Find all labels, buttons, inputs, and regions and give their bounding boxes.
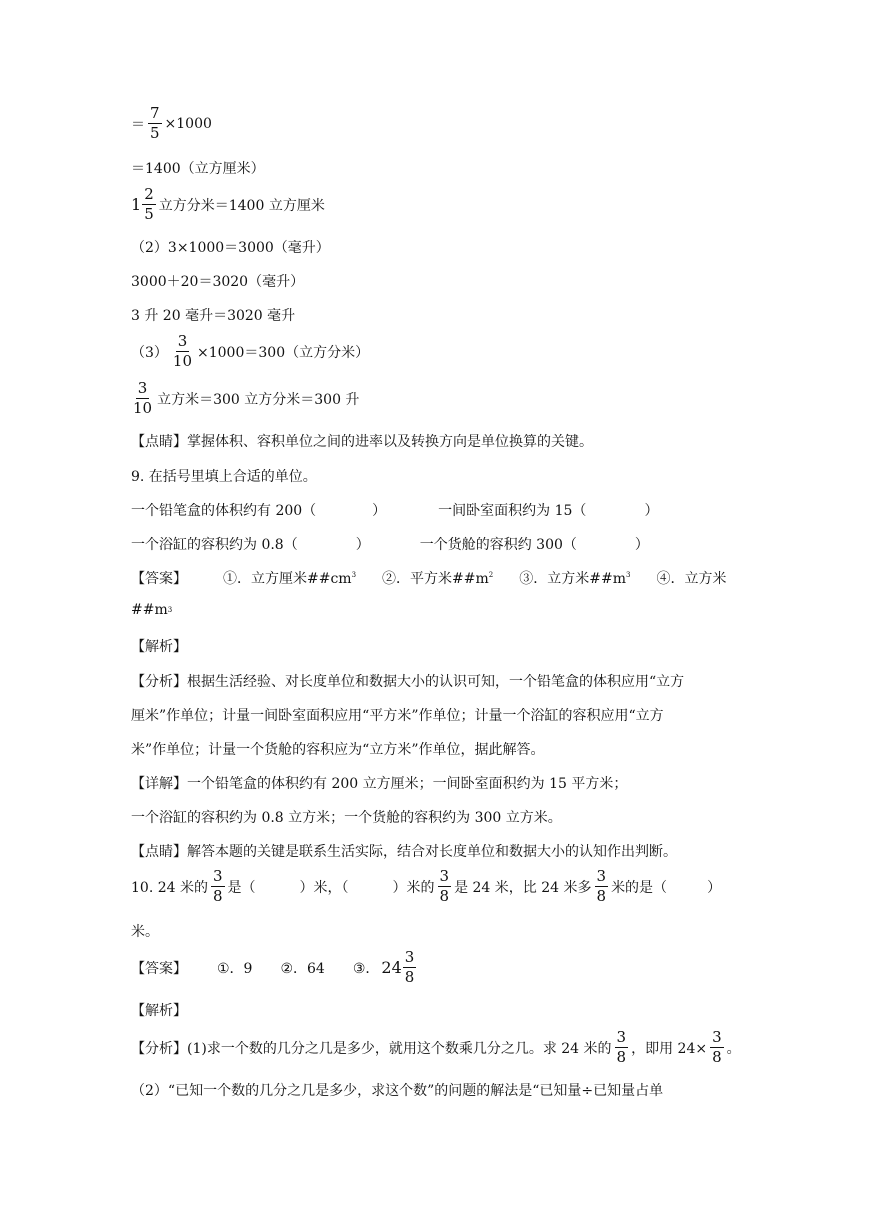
q10-text: ）米，（ xyxy=(299,879,349,896)
expr-line-2: ＝1400（立方厘米） xyxy=(131,161,265,177)
q10-text: ）米的 xyxy=(392,879,435,896)
fraction: $\frac{2}{5}$ xyxy=(144,185,154,223)
expr-line-7 xyxy=(131,334,369,369)
q10-answer xyxy=(131,950,419,985)
q9-item-d: 一个货舱的容积约 300（ xyxy=(419,537,577,553)
answer-2: ②．平方米$\#\#m^2$ xyxy=(382,571,494,587)
paren-close: ） xyxy=(355,537,370,553)
q9-item-b: 一间卧室面积约为 15（ xyxy=(438,503,587,519)
q10-jiexi: 【解析】 xyxy=(131,1003,187,1019)
dianjing-8: 【点睛】掌握体积、容积单位之间的进率以及转换方向是单位换算的关键。 xyxy=(131,434,593,450)
q9-jiexi: 【解析】 xyxy=(131,639,187,655)
q9-answer xyxy=(131,568,726,588)
paren-close: ） xyxy=(644,503,659,519)
expr-line-6: 3 升 20 毫升＝3020 毫升 xyxy=(131,308,296,324)
q9-item-a: 一个铅笔盒的体积约有 200（ xyxy=(131,503,317,519)
fraction: $\frac{3}{10}$ xyxy=(172,332,193,370)
mixed-whole: 1 xyxy=(131,195,142,214)
q9-fenxi-1: 【分析】根据生活经验、对长度单位和数据大小的认识可知，一个铅笔盒的体积应用“立方 xyxy=(131,674,685,690)
expr-text: ×1000 xyxy=(164,115,212,132)
answer-1: ①．立方厘米$\#\#cm^3$ xyxy=(223,571,357,587)
answer-label: 【答案】 xyxy=(131,571,187,587)
paren-close: ） xyxy=(372,503,387,519)
expr-line-4: （2）3×1000＝3000（毫升） xyxy=(131,240,330,256)
expr-line-8 xyxy=(131,381,359,416)
fraction: $\frac{3}{8}$ xyxy=(712,1028,722,1066)
q9-fenxi-2: 厘米”作单位；计量一间卧室面积应用“平方米”作单位；计量一个浴缸的容积应用“立方 xyxy=(131,708,664,724)
expr-text: 立方米＝300 立方分米＝300 升 xyxy=(157,391,360,408)
q10-text: 10. 24 米的 xyxy=(131,879,208,896)
q9-xiangjie-2: 一个浴缸的容积约为 0.8 立方米；一个货舱的容积约为 300 立方米。 xyxy=(131,810,562,826)
q10-title xyxy=(131,869,721,904)
q10-text: ） xyxy=(707,879,722,896)
fraction: $\frac{3}{8}$ xyxy=(596,867,607,905)
answer-label: 【答案】 xyxy=(131,960,187,977)
q9-title: 9. 在括号里填上合适的单位。 xyxy=(131,469,317,485)
paren-close: ） xyxy=(634,537,649,553)
q10-text: 是（ xyxy=(227,879,256,896)
q10-text: 。 xyxy=(726,1040,741,1057)
equals: ＝ xyxy=(131,116,145,133)
q10-text: 【分析】(1)求一个数的几分之几是多少，就用这个数乘几分之几。求 24 米的 xyxy=(131,1040,612,1057)
expr-line-3 xyxy=(131,187,325,222)
expr-text: 立方分米＝1400 立方厘米 xyxy=(158,197,325,214)
q9-fenxi-3: 米”作单位；计量一个货舱的容积应为“立方米”作单位，据此解答。 xyxy=(131,742,545,758)
fraction: $\frac{3}{8}$ xyxy=(404,948,415,986)
q9-answer-cont: ##m 3 xyxy=(131,602,173,618)
expr-prefix: （3） xyxy=(131,344,168,361)
mixed-whole: 24 xyxy=(381,958,402,977)
q9-item-c: 一个浴缸的容积约为 0.8（ xyxy=(131,537,298,553)
q10-text: ，即用 24× xyxy=(631,1040,708,1057)
q10-text: 是 24 米，比 24 米多 xyxy=(454,879,592,896)
answer-1: ①．9 xyxy=(217,960,253,977)
answer-3: ③．立方米$\#\#m^3$ xyxy=(519,571,631,587)
fraction: $\frac{7}{5}$ xyxy=(150,104,160,142)
q9-row-2 xyxy=(131,534,649,554)
answer-2: ②．64 xyxy=(280,960,325,977)
q9-dianjing: 【点睛】解答本题的关键是联系生活实际，结合对长度单位和数据大小的认知作出判断。 xyxy=(131,844,677,860)
q9-row-1 xyxy=(131,500,658,520)
fraction: $\frac{3}{8}$ xyxy=(212,867,223,905)
fraction: $\frac{3}{8}$ xyxy=(616,1028,627,1066)
q9-xiangjie-1: 【详解】一个铅笔盒的体积约有 200 立方厘米；一间卧室面积约为 15 平方米； xyxy=(131,776,628,792)
q10-text: 米的是（ xyxy=(611,879,668,896)
expr-text: ×1000＝300（立方分米） xyxy=(197,344,370,361)
q10-fenxi-2: （2）“已知一个数的几分之几是多少，求这个数”的问题的解法是“已知量÷已知量占单 xyxy=(131,1083,664,1099)
fraction: $\frac{3}{8}$ xyxy=(439,867,450,905)
answer-4: ④．立方米 xyxy=(656,571,727,587)
answer-3: ③． xyxy=(352,960,380,977)
expr-line-1 xyxy=(131,106,212,141)
expr-line-5: 3000＋20＝3020（毫升） xyxy=(131,274,305,290)
fraction: $\frac{3}{10}$ xyxy=(133,379,153,417)
q10-title-cont: 米。 xyxy=(131,924,159,940)
q10-fenxi-1 xyxy=(131,1030,741,1065)
